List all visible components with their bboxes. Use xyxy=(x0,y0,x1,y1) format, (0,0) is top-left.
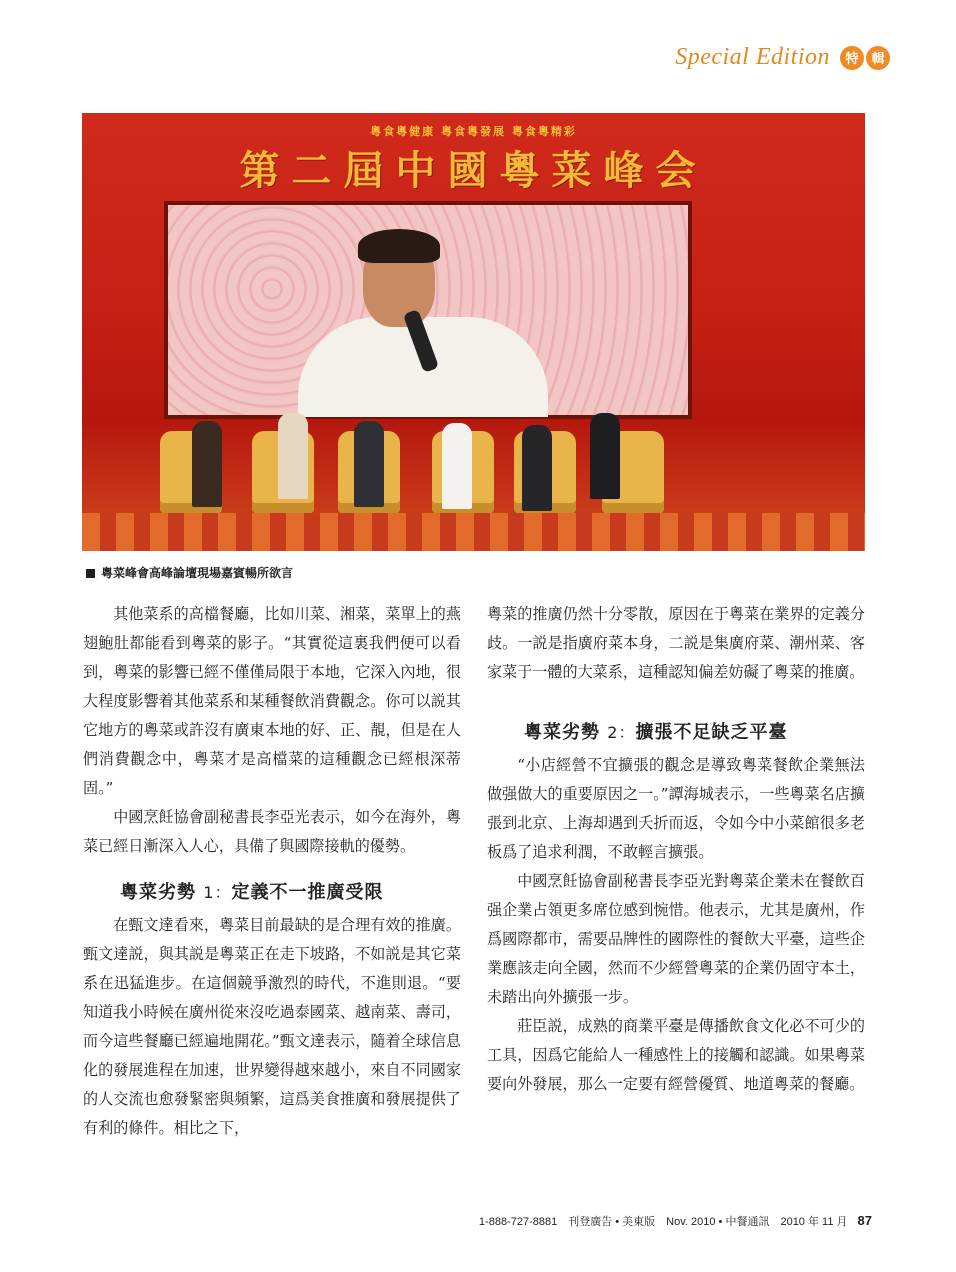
stage-floor xyxy=(82,513,865,551)
banner-subtitle: 粵食粵健康 粵食粵發展 粵食粵精彩 xyxy=(370,125,577,138)
caption-square-icon xyxy=(86,569,95,578)
caption-text: 粵菜峰會高峰論壇現場嘉賓暢所欲言 xyxy=(101,566,294,580)
section-heading xyxy=(487,715,865,751)
left-column xyxy=(83,600,461,1143)
paragraph: “小店經營不宜擴張的觀念是導致粵菜餐飲企業無法做强做大的重要原因之一。”譚海城表示，一些粵菜名店擴張到北京、上海却遇到夭折而返，令如今中小菜館很多老板爲了追求利潤，不敢輕言擴張。 xyxy=(487,756,865,861)
banner-title: 第二屆中國粵菜峰会 xyxy=(239,148,708,194)
panelist xyxy=(442,423,472,509)
heading-prefix: 粵菜劣勢 xyxy=(120,882,196,903)
page-footer xyxy=(479,1213,872,1229)
paragraph: 莊臣説，成熟的商業平臺是傳播飲食文化必不可少的工具，因爲它能給人一種感性上的接觸和認識。如果粵菜要向外發展，那么一定要有經營優質、地道粵菜的餐廳。 xyxy=(487,1017,865,1093)
heading-number: 1： xyxy=(203,883,232,902)
right-column xyxy=(487,600,865,1099)
paragraph: 其他菜系的高檔餐廳，比如川菜、湘菜，菜單上的燕翅鮑肚都能看到粵菜的影子。“其實從這裏我們便可以看到，粵菜的影響已經不僅僅局限于本地，它深入內地，很大程度影響着其他菜系和某種餐飲消費觀念。你可以説其它地方的粵菜或許沒有廣東本地的好、正、靚，但是在人們消費觀念中，粵菜才是高檔菜的這種觀念已經根深蒂固。” xyxy=(83,605,461,797)
paragraph: 中國烹飪協會副秘書長李亞光表示，如今在海外，粵菜已經日漸深入人心，具備了與國際接軌的優勢。 xyxy=(83,808,461,855)
photo-caption xyxy=(86,564,293,581)
paragraph: 中國烹飪協會副秘書長李亞光對粵菜企業未在餐飲百强企業占領更多席位感到惋惜。他表示，尤其是廣州，作爲國際都市，需要品牌性的國際性的餐飲大平臺，這些企業應該走向全國，然而不少經營粵菜的企業仍固守本土，未踏出向外擴張一步。 xyxy=(487,872,865,1006)
badge-char-1: 特 xyxy=(840,46,864,70)
panelist xyxy=(192,421,222,507)
speaker-hair xyxy=(358,229,440,263)
paragraph: 在甄文達看來，粵菜目前最缺的是合理有效的推廣。甄文達説，與其説是粵菜正在走下坡路，不如説是其它菜系在迅猛進步。在這個競爭激烈的時代，不進則退。“要知道我小時候在廣州從來沒吃過泰國菜、越南菜、壽司，而今這些餐廳已經遍地開花。”甄文達表示，隨着全球信息化的發展進程在加速，世界變得越來越小，來自不同國家的人交流也愈發緊密與頻繁，這爲美食推廣和發展提供了有利的條件。相比之下， xyxy=(83,916,461,1137)
panelist xyxy=(354,421,384,507)
edition-label: Special Edition xyxy=(675,44,830,70)
heading-prefix: 粵菜劣勢 xyxy=(524,722,600,743)
paragraph: 粵菜的推廣仍然十分零散，原因在于粵菜在業界的定義分歧。一説是指廣府菜本身，二説是集廣府菜、潮州菜、客家菜于一體的大菜系，這種認知偏差妨礙了粵菜的推廣。 xyxy=(487,605,865,681)
heading-number: 2： xyxy=(607,723,636,742)
panelist xyxy=(522,425,552,511)
panelist xyxy=(590,413,620,499)
heading-text: 定義不一推廣受限 xyxy=(231,882,384,903)
footer-text: 1-888-727-8881 刊登廣告 • 美東版 Nov. 2010 • 中餐通訊 2010 年 11 月 xyxy=(478,1216,848,1228)
projection-screen xyxy=(164,201,692,419)
event-photo xyxy=(82,113,865,551)
badge-char-2: 輯 xyxy=(866,46,890,70)
section-heading xyxy=(83,875,461,911)
heading-text: 擴張不足缺乏平臺 xyxy=(635,722,788,743)
page-number: 87 xyxy=(857,1213,872,1228)
panelist xyxy=(278,413,308,499)
page-header xyxy=(675,44,890,71)
